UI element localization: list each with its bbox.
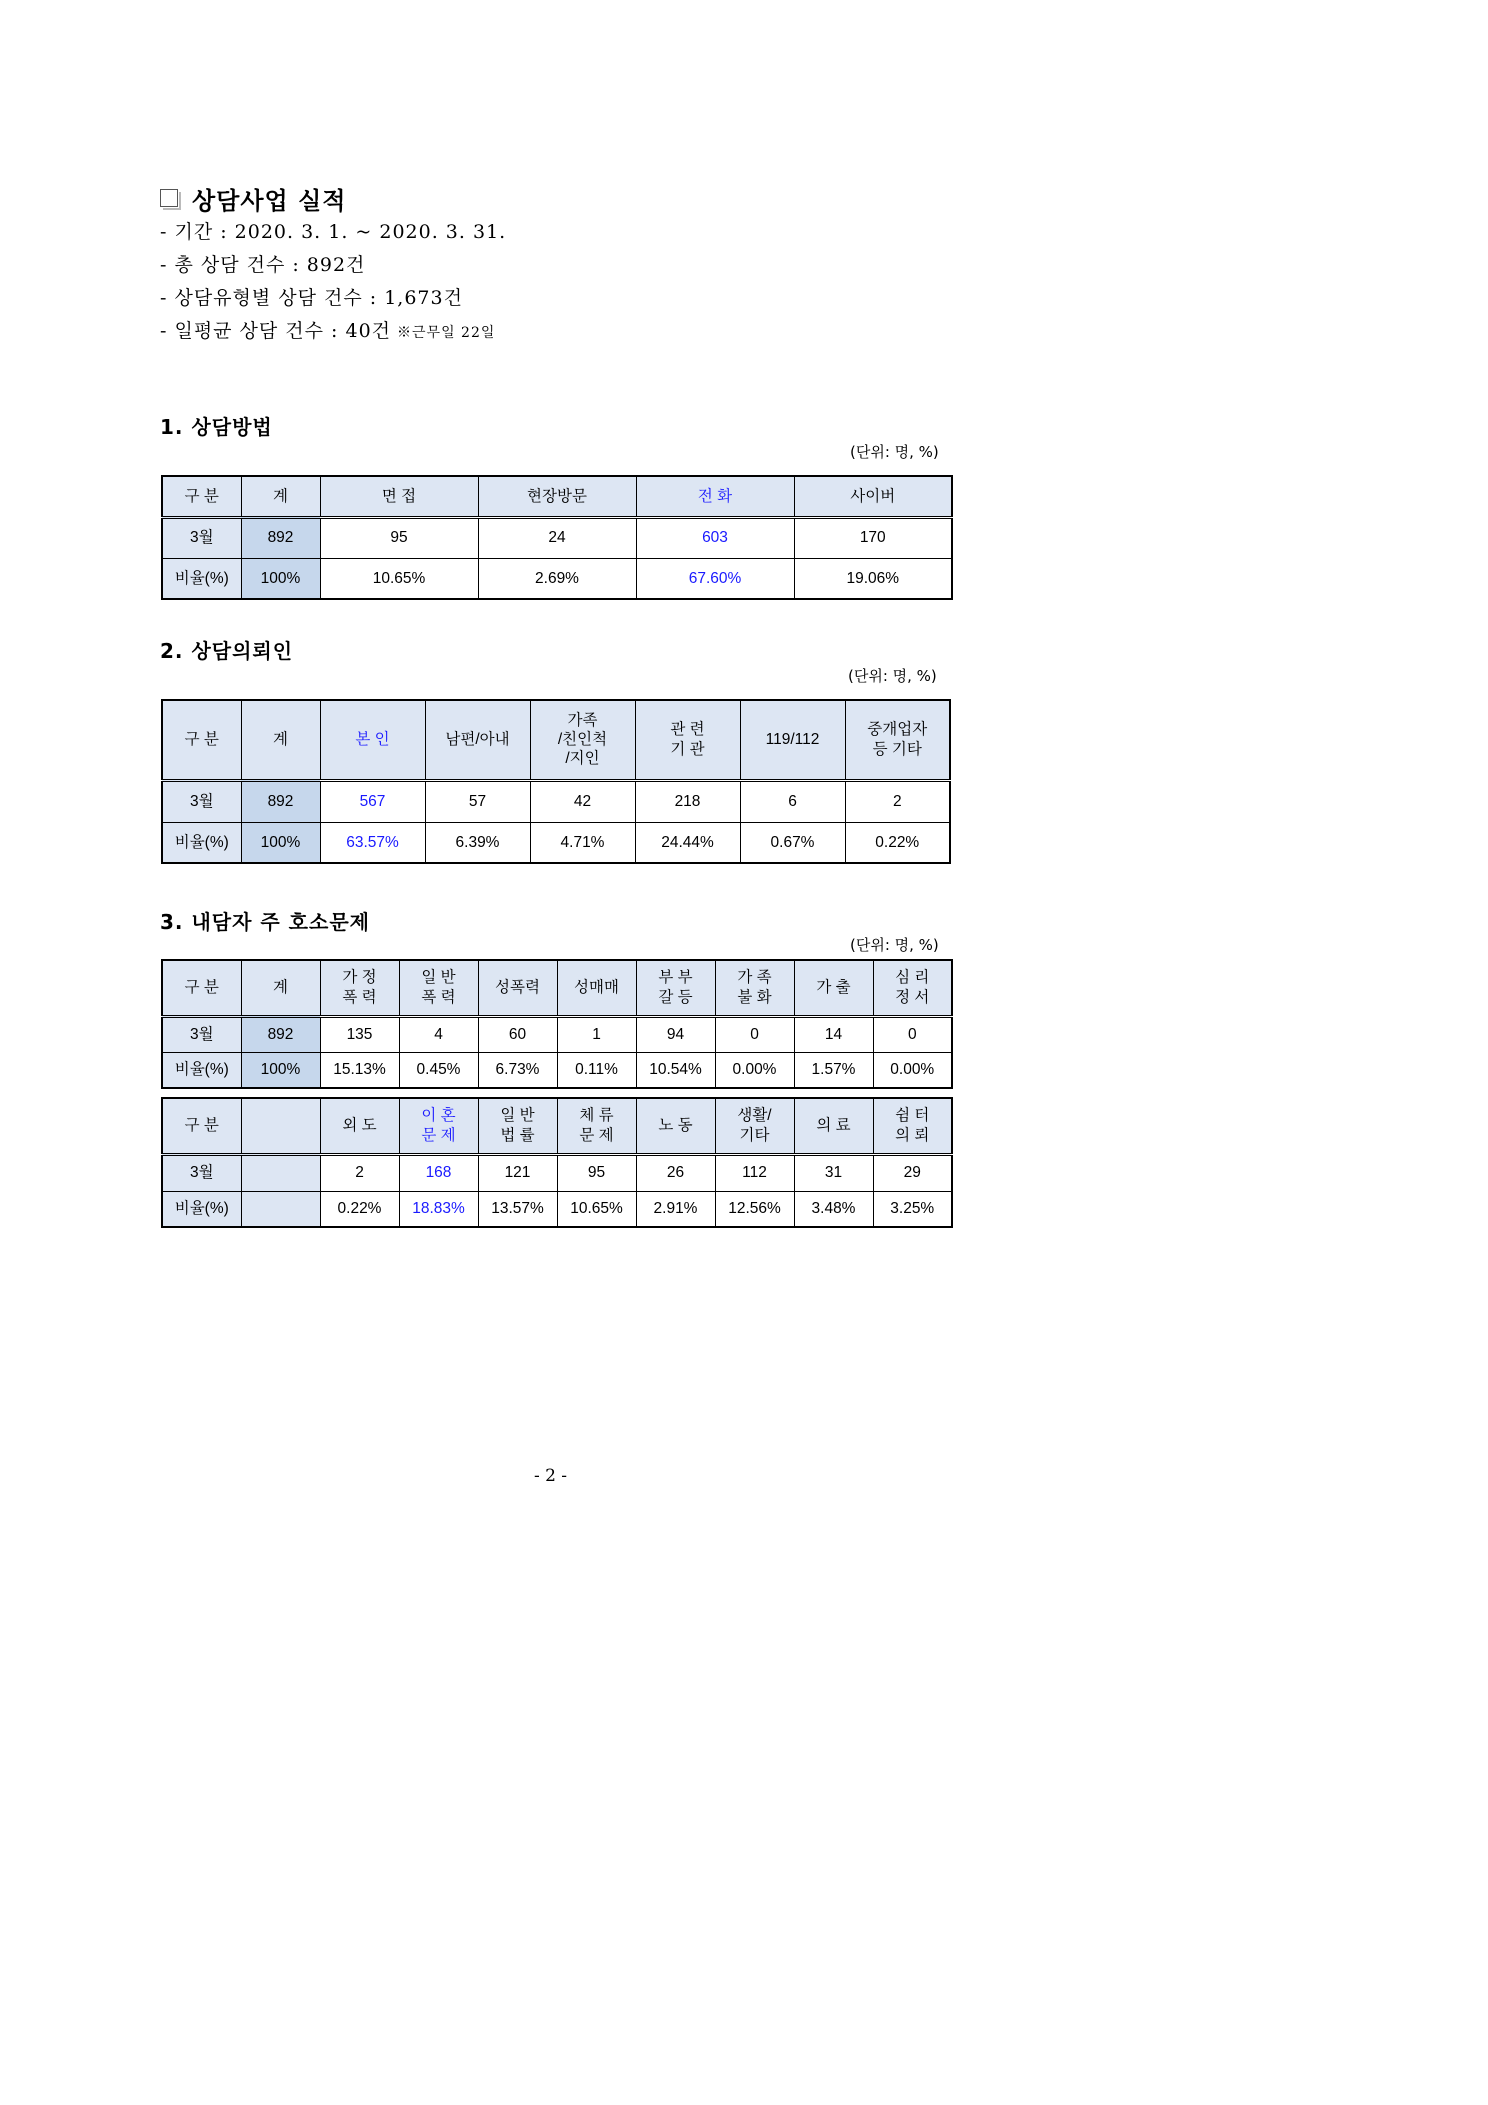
column-header: 가 출 (794, 960, 873, 1016)
table-cell: 10.54% (636, 1052, 715, 1088)
table-cell: 0 (873, 1016, 952, 1052)
table-cell: 29 (873, 1154, 952, 1191)
table-cell: 3.25% (873, 1191, 952, 1227)
column-header: 체 류 문 제 (557, 1098, 636, 1154)
table-cell: 892 (241, 517, 320, 558)
column-header: 성매매 (557, 960, 636, 1016)
problems-table-part1 (161, 959, 953, 1089)
column-header: 이 혼 문 제 (399, 1098, 478, 1154)
table-cell: 4 (399, 1016, 478, 1052)
section-title-requester: 2. 상담의뢰인 (160, 639, 294, 663)
column-header-label: 구 분 (162, 960, 241, 1016)
column-header: 부 부 갈 등 (636, 960, 715, 1016)
table-cell: 603 (636, 517, 794, 558)
requester-table (161, 699, 951, 864)
type-cases-line: - 상담유형별 상담 건수 : 1,673건 (160, 287, 463, 309)
table-cell: 24.44% (635, 822, 740, 863)
section-title-problems: 3. 내담자 주 호소문제 (160, 910, 370, 934)
column-header: 사이버 (794, 476, 952, 517)
unit-label: (단위: 명, %) (850, 936, 939, 954)
column-header: 생활/ 기타 (715, 1098, 794, 1154)
column-header: 심 리 정 서 (873, 960, 952, 1016)
daily-average-text: - 일평균 상담 건수 : 40건 (160, 320, 392, 342)
column-header-label: 구 분 (162, 476, 241, 517)
column-header: 외 도 (320, 1098, 399, 1154)
column-header (241, 1098, 320, 1154)
table-cell: 14 (794, 1016, 873, 1052)
table-cell: 218 (635, 780, 740, 822)
table-cell: 57 (425, 780, 530, 822)
column-header: 성폭력 (478, 960, 557, 1016)
table-cell-label: 3월 (162, 1016, 241, 1052)
table-cell: 3.48% (794, 1191, 873, 1227)
table-cell: 12.56% (715, 1191, 794, 1227)
column-header: 119/112 (740, 700, 845, 780)
column-header: 중개업자 등 기타 (845, 700, 950, 780)
table-cell-label: 비율(%) (162, 558, 241, 599)
table-cell (241, 1154, 320, 1191)
column-header: 계 (241, 476, 320, 517)
column-header: 현장방문 (478, 476, 636, 517)
table-cell: 18.83% (399, 1191, 478, 1227)
total-cases-line: - 총 상담 건수 : 892건 (160, 254, 366, 276)
column-header-label: 구 분 (162, 700, 241, 780)
header-row (162, 476, 952, 517)
table-cell: 42 (530, 780, 635, 822)
table-cell (241, 1191, 320, 1227)
working-days-note: ※근무일 22일 (397, 325, 496, 341)
table-cell-label: 비율(%) (162, 822, 241, 863)
table-cell: 13.57% (478, 1191, 557, 1227)
section-title-method: 1. 상담방법 (160, 415, 273, 439)
table-cell: 2.91% (636, 1191, 715, 1227)
table-cell: 567 (320, 780, 425, 822)
ratio-row (162, 822, 950, 863)
count-row (162, 1016, 952, 1052)
column-header: 전 화 (636, 476, 794, 517)
table-cell: 26 (636, 1154, 715, 1191)
page-number: - 2 - (533, 1466, 568, 1486)
table-cell: 19.06% (794, 558, 952, 599)
ratio-row (162, 558, 952, 599)
column-header: 계 (241, 960, 320, 1016)
table-cell: 0.22% (845, 822, 950, 863)
table-cell: 170 (794, 517, 952, 558)
table-cell: 63.57% (320, 822, 425, 863)
checkbox-square-icon (160, 189, 178, 207)
table-cell: 24 (478, 517, 636, 558)
header-row (162, 960, 952, 1016)
column-header: 쉼 터 의 뢰 (873, 1098, 952, 1154)
table-cell: 1.57% (794, 1052, 873, 1088)
count-row (162, 780, 950, 822)
column-header: 일 반 폭 력 (399, 960, 478, 1016)
table-cell: 100% (241, 558, 320, 599)
table-cell: 100% (241, 1052, 320, 1088)
column-header: 면 접 (320, 476, 478, 517)
table-cell-label: 비율(%) (162, 1191, 241, 1227)
table-cell: 892 (241, 1016, 320, 1052)
page-title: 상담사업 실적 (192, 186, 347, 215)
table-cell: 0.22% (320, 1191, 399, 1227)
column-header: 가 족 불 화 (715, 960, 794, 1016)
column-header-label: 구 분 (162, 1098, 241, 1154)
table-cell-label: 3월 (162, 780, 241, 822)
table-cell: 10.65% (320, 558, 478, 599)
column-header: 본 인 (320, 700, 425, 780)
column-header: 계 (241, 700, 320, 780)
table-cell: 6.39% (425, 822, 530, 863)
unit-label: (단위: 명, %) (848, 667, 937, 685)
title-row (160, 180, 506, 216)
count-row (162, 1154, 952, 1191)
table-cell: 95 (557, 1154, 636, 1191)
ratio-row (162, 1191, 952, 1227)
table-cell: 168 (399, 1154, 478, 1191)
header-row (162, 1098, 952, 1154)
table-cell: 892 (241, 780, 320, 822)
table-cell: 1 (557, 1016, 636, 1052)
table-cell: 0.00% (873, 1052, 952, 1088)
table-cell: 0.45% (399, 1052, 478, 1088)
table-cell: 6 (740, 780, 845, 822)
problems-table-part2 (161, 1097, 953, 1228)
table-cell: 0.00% (715, 1052, 794, 1088)
daily-average-line (160, 315, 506, 348)
count-row (162, 517, 952, 558)
table-cell: 15.13% (320, 1052, 399, 1088)
header-row (162, 700, 950, 780)
table-cell-label: 3월 (162, 517, 241, 558)
table-cell: 121 (478, 1154, 557, 1191)
method-table (161, 475, 953, 600)
table-cell: 0.11% (557, 1052, 636, 1088)
column-header: 의 료 (794, 1098, 873, 1154)
table-cell: 2.69% (478, 558, 636, 599)
table-cell: 67.60% (636, 558, 794, 599)
table-cell: 0.67% (740, 822, 845, 863)
ratio-row (162, 1052, 952, 1088)
table-cell: 112 (715, 1154, 794, 1191)
table-cell: 100% (241, 822, 320, 863)
column-header: 남편/아내 (425, 700, 530, 780)
column-header: 관 련 기 관 (635, 700, 740, 780)
table-cell: 31 (794, 1154, 873, 1191)
table-cell: 10.65% (557, 1191, 636, 1227)
column-header: 일 반 법 률 (478, 1098, 557, 1154)
table-cell: 0 (715, 1016, 794, 1052)
table-cell: 4.71% (530, 822, 635, 863)
column-header: 노 동 (636, 1098, 715, 1154)
table-cell-label: 3월 (162, 1154, 241, 1191)
column-header: 가 정 폭 력 (320, 960, 399, 1016)
period-line: - 기간 : 2020. 3. 1. ~ 2020. 3. 31. (160, 221, 507, 243)
unit-label: (단위: 명, %) (850, 443, 939, 461)
table-cell: 60 (478, 1016, 557, 1052)
table-cell: 94 (636, 1016, 715, 1052)
table-cell: 2 (320, 1154, 399, 1191)
table-cell: 135 (320, 1016, 399, 1052)
table-cell: 95 (320, 517, 478, 558)
table-cell: 6.73% (478, 1052, 557, 1088)
table-cell: 2 (845, 780, 950, 822)
document-header (160, 180, 506, 348)
column-header: 가족 /친인척 /지인 (530, 700, 635, 780)
table-cell-label: 비율(%) (162, 1052, 241, 1088)
